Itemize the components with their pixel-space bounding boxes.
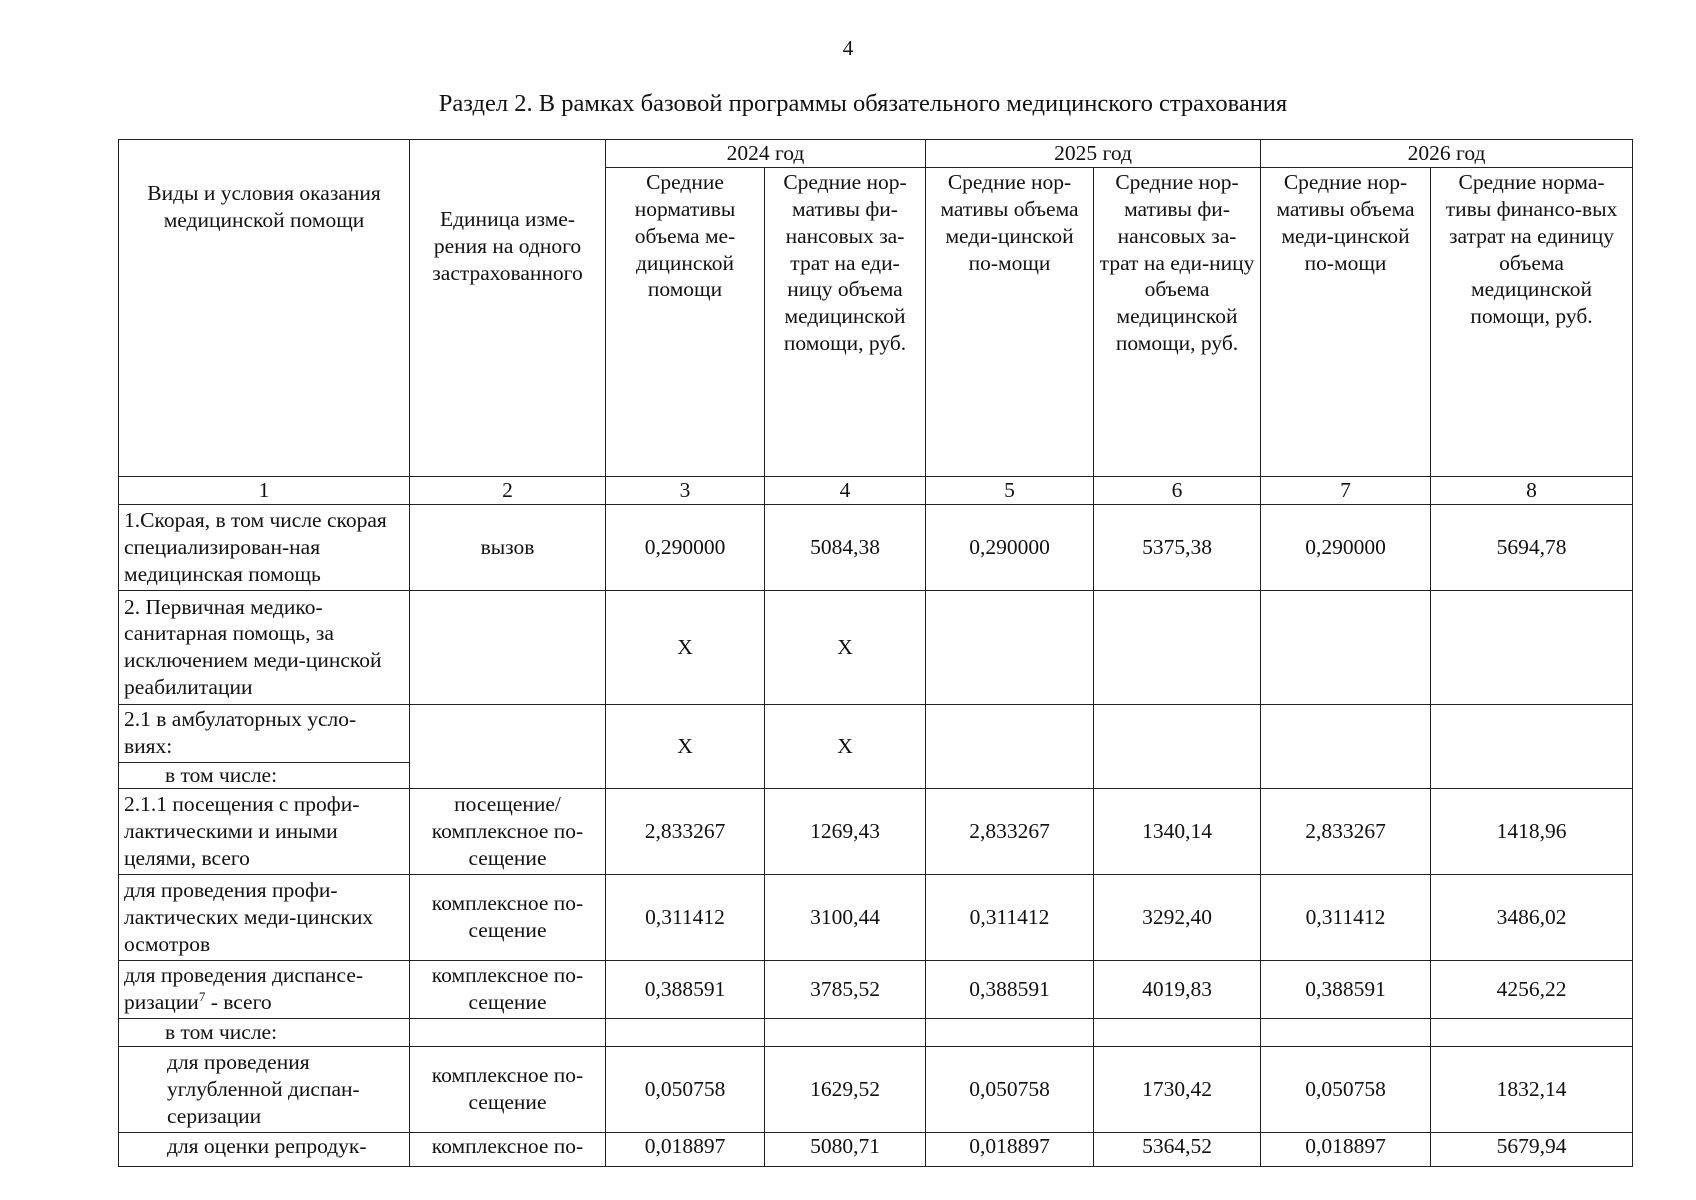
cell-value: 3100,44: [765, 874, 926, 960]
empty-cell: [1094, 1018, 1261, 1046]
column-number: 1: [119, 476, 410, 504]
row-unit: комплексное по-сещение: [410, 874, 606, 960]
header-volume-2025: Средние нор-мативы объема меди-цинской по-мощи: [926, 167, 1094, 476]
cell-value: X: [606, 704, 765, 788]
row-unit: комплексное по-: [410, 1132, 606, 1166]
footnote-mark: 7: [198, 989, 206, 1005]
cell-value: 0,050758: [606, 1046, 765, 1132]
table-row: [119, 504, 1633, 590]
row-name: в том числе:: [119, 762, 410, 788]
cell-value: 3785,52: [765, 960, 926, 1018]
cell-value: 0,311412: [606, 874, 765, 960]
row-name: для проведения углубленной диспан-серизации: [119, 1046, 410, 1132]
row-unit: вызов: [410, 504, 606, 590]
cell-value: 0,290000: [606, 504, 765, 590]
cell-value: [1261, 704, 1431, 788]
empty-cell: [1431, 1018, 1633, 1046]
column-number: 8: [1431, 476, 1633, 504]
header-years-row: [119, 140, 1633, 168]
row-name: 1.Скорая, в том числе скорая специализирован-ная медицинская помощь: [119, 504, 410, 590]
row-unit: [410, 704, 606, 788]
header-cost-2025: Средние нор-мативы фи-нансовых за-трат на еди-ницу объема медицинской помощи, руб.: [1094, 167, 1261, 476]
header-col2: Единица изме-рения на одного застрахованного: [410, 140, 606, 477]
cell-value: X: [765, 590, 926, 704]
cell-value: 5679,94: [1431, 1132, 1633, 1166]
cell-value: 2,833267: [606, 788, 765, 874]
cell-value: 1269,43: [765, 788, 926, 874]
cell-value: [1261, 590, 1431, 704]
cell-value: X: [606, 590, 765, 704]
norms-table: [118, 139, 1633, 1167]
cell-value: 2,833267: [1261, 788, 1431, 874]
page-number: 4: [842, 36, 854, 60]
cell-value: 0,290000: [1261, 504, 1431, 590]
cell-value: 0,018897: [1261, 1132, 1431, 1166]
table-row: [119, 1132, 1633, 1166]
cell-value: [1431, 704, 1633, 788]
cell-value: 3292,40: [1094, 874, 1261, 960]
column-numbers-row: [119, 476, 1633, 504]
header-cost-2026: Средние норма-тивы финансо-вых затрат на единицу объема медицинской помощи, руб.: [1431, 167, 1633, 476]
cell-value: 0,290000: [926, 504, 1094, 590]
cell-value: 5364,52: [1094, 1132, 1261, 1166]
table-row: [119, 704, 1633, 762]
cell-value: 5080,71: [765, 1132, 926, 1166]
row-name: в том числе:: [119, 1018, 410, 1046]
header-year-2025: 2025 год: [926, 140, 1261, 168]
header-year-2026: 2026 год: [1261, 140, 1633, 168]
row-name: для оценки репродук-: [119, 1132, 410, 1166]
cell-value: 0,311412: [926, 874, 1094, 960]
cell-value: 1418,96: [1431, 788, 1633, 874]
table-row: [119, 1046, 1633, 1132]
cell-value: 3486,02: [1431, 874, 1633, 960]
column-number: 7: [1261, 476, 1431, 504]
empty-cell: [765, 1018, 926, 1046]
cell-value: X: [765, 704, 926, 788]
cell-value: 0,388591: [606, 960, 765, 1018]
column-number: 5: [926, 476, 1094, 504]
cell-value: 1340,14: [1094, 788, 1261, 874]
cell-value: 0,388591: [926, 960, 1094, 1018]
header-col1: Виды и условия оказания медицинской помощи: [119, 140, 410, 477]
row-name: 2. Первичная медико-санитарная помощь, за исключением меди-цинской реабилитации: [119, 590, 410, 704]
table-row: [119, 874, 1633, 960]
cell-value: 0,050758: [926, 1046, 1094, 1132]
table-row: [119, 788, 1633, 874]
cell-value: 5375,38: [1094, 504, 1261, 590]
column-number: 6: [1094, 476, 1261, 504]
header-cost-2024: Средние нор-мативы фи-нансовых за-трат на еди-ницу объема медицинской помощи, руб.: [765, 167, 926, 476]
cell-value: 0,388591: [1261, 960, 1431, 1018]
row-name: 2.1.1 посещения с профи-лактическими и иными целями, всего: [119, 788, 410, 874]
row-name: для проведения профи-лактических меди-цинских осмотров: [119, 874, 410, 960]
row-unit: комплексное по-сещение: [410, 1046, 606, 1132]
cell-value: [1094, 590, 1261, 704]
cell-value: [1094, 704, 1261, 788]
cell-value: 0,050758: [1261, 1046, 1431, 1132]
row-unit: [410, 590, 606, 704]
column-number: 2: [410, 476, 606, 504]
cell-value: 0,018897: [926, 1132, 1094, 1166]
row-unit: посещение/ комплексное по-сещение: [410, 788, 606, 874]
cell-value: 5694,78: [1431, 504, 1633, 590]
empty-cell: [606, 1018, 765, 1046]
header-volume-2026: Средние нор-мативы объема меди-цинской по-мощи: [1261, 167, 1431, 476]
row-name: для проведения диспансе-ризации$^7$ - всего: [119, 960, 410, 1018]
cell-value: [1431, 590, 1633, 704]
row-name: 2.1 в амбулаторных усло-виях:: [119, 704, 410, 762]
empty-cell: [410, 1018, 606, 1046]
cell-value: 4019,83: [1094, 960, 1261, 1018]
column-number: 4: [765, 476, 926, 504]
cell-value: 2,833267: [926, 788, 1094, 874]
header-volume-2024: Средние нормативы объема ме-дицинской помощи: [606, 167, 765, 476]
cell-value: 4256,22: [1431, 960, 1633, 1018]
cell-value: [926, 704, 1094, 788]
cell-value: 0,311412: [1261, 874, 1431, 960]
cell-value: 1730,42: [1094, 1046, 1261, 1132]
row-unit: комплексное по-сещение: [410, 960, 606, 1018]
section-title: Раздел 2. В рамках базовой программы обязательного медицинского страхования: [438, 90, 1288, 117]
cell-value: 0,018897: [606, 1132, 765, 1166]
table-row: [119, 960, 1633, 1018]
table-row: [119, 1018, 1633, 1046]
table-row: [119, 590, 1633, 704]
cell-value: 5084,38: [765, 504, 926, 590]
column-number: 3: [606, 476, 765, 504]
empty-cell: [926, 1018, 1094, 1046]
header-year-2024: 2024 год: [606, 140, 926, 168]
cell-value: 1832,14: [1431, 1046, 1633, 1132]
cell-value: [926, 590, 1094, 704]
cell-value: 1629,52: [765, 1046, 926, 1132]
empty-cell: [1261, 1018, 1431, 1046]
